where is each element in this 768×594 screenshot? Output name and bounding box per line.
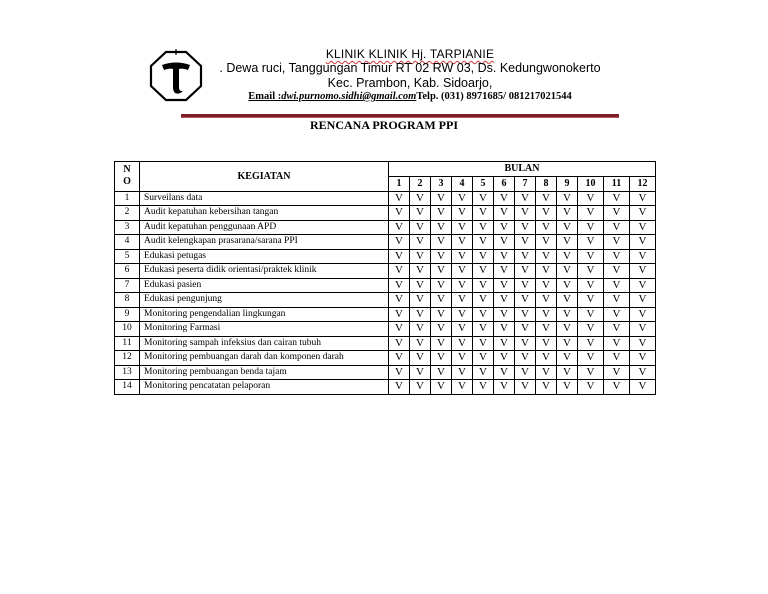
clinic-logo-icon	[148, 49, 204, 103]
month-mark: V	[578, 264, 604, 279]
month-mark: V	[536, 293, 557, 308]
month-mark: V	[452, 191, 473, 206]
month-mark: V	[494, 191, 515, 206]
month-mark: V	[630, 322, 656, 337]
month-header: 11	[604, 176, 630, 191]
month-mark: V	[578, 206, 604, 221]
table-row	[115, 365, 656, 380]
month-mark: V	[494, 380, 515, 395]
activity-name: Edukasi pasien	[140, 278, 389, 293]
row-number: 14	[115, 380, 140, 395]
month-mark: V	[452, 380, 473, 395]
month-mark: V	[452, 351, 473, 366]
month-mark: V	[557, 191, 578, 206]
month-header: 10	[578, 176, 604, 191]
month-mark: V	[557, 365, 578, 380]
table-row	[115, 322, 656, 337]
month-mark: V	[557, 293, 578, 308]
activity-name: Edukasi petugas	[140, 249, 389, 264]
month-mark: V	[515, 307, 536, 322]
row-number: 12	[115, 351, 140, 366]
month-mark: V	[604, 264, 630, 279]
month-mark: V	[630, 264, 656, 279]
month-mark: V	[515, 191, 536, 206]
month-mark: V	[578, 191, 604, 206]
month-mark: V	[536, 380, 557, 395]
month-mark: V	[452, 307, 473, 322]
month-mark: V	[494, 365, 515, 380]
month-header: 8	[536, 176, 557, 191]
month-mark: V	[536, 336, 557, 351]
month-mark: V	[630, 380, 656, 395]
month-mark: V	[630, 235, 656, 250]
email-link[interactable]: dwi.purnomo.sidhi@gmail.com	[281, 91, 417, 102]
month-mark: V	[536, 206, 557, 221]
month-mark: V	[431, 365, 452, 380]
month-mark: V	[515, 264, 536, 279]
month-mark: V	[515, 380, 536, 395]
month-mark: V	[452, 206, 473, 221]
month-mark: V	[630, 220, 656, 235]
month-mark: V	[604, 293, 630, 308]
month-mark: V	[431, 278, 452, 293]
month-mark: V	[578, 220, 604, 235]
month-mark: V	[578, 235, 604, 250]
month-mark: V	[515, 278, 536, 293]
month-mark: V	[431, 380, 452, 395]
clinic-address: . Dewa ruci, Tanggungan Timur RT 02 RW 03, Ds. Kedungwonokerto	[219, 61, 601, 75]
month-mark: V	[452, 249, 473, 264]
row-number: 1	[115, 191, 140, 206]
document-title: RENCANA PROGRAM PPI	[310, 118, 458, 132]
month-mark: V	[630, 249, 656, 264]
row-number: 3	[115, 220, 140, 235]
month-mark: V	[494, 307, 515, 322]
month-mark: V	[578, 322, 604, 337]
month-header: 9	[557, 176, 578, 191]
month-mark: V	[410, 293, 431, 308]
month-mark: V	[431, 220, 452, 235]
month-mark: V	[389, 206, 410, 221]
month-mark: V	[604, 235, 630, 250]
month-mark: V	[604, 322, 630, 337]
month-mark: V	[410, 235, 431, 250]
month-mark: V	[604, 351, 630, 366]
month-mark: V	[536, 351, 557, 366]
month-mark: V	[410, 380, 431, 395]
month-mark: V	[515, 249, 536, 264]
table-row	[115, 307, 656, 322]
activity-name: Audit kelengkapan prasarana/sarana PPI	[140, 235, 389, 250]
month-mark: V	[431, 206, 452, 221]
month-mark: V	[389, 264, 410, 279]
month-mark: V	[473, 380, 494, 395]
month-mark: V	[578, 365, 604, 380]
month-header: 6	[494, 176, 515, 191]
month-mark: V	[389, 220, 410, 235]
month-mark: V	[515, 365, 536, 380]
month-mark: V	[536, 235, 557, 250]
month-header: 7	[515, 176, 536, 191]
month-mark: V	[604, 220, 630, 235]
month-mark: V	[452, 365, 473, 380]
month-mark: V	[389, 351, 410, 366]
month-mark: V	[536, 249, 557, 264]
month-mark: V	[410, 365, 431, 380]
row-number: 2	[115, 206, 140, 221]
month-mark: V	[630, 278, 656, 293]
month-mark: V	[494, 264, 515, 279]
clinic-contact	[210, 91, 610, 102]
activity-name: Surveilans data	[140, 191, 389, 206]
month-mark: V	[557, 380, 578, 395]
month-mark: V	[604, 206, 630, 221]
month-header: 4	[452, 176, 473, 191]
month-mark: V	[410, 264, 431, 279]
month-mark: V	[452, 336, 473, 351]
month-header: 12	[630, 176, 656, 191]
month-mark: V	[578, 249, 604, 264]
month-mark: V	[473, 249, 494, 264]
email-label: Email :	[248, 91, 282, 102]
month-mark: V	[410, 206, 431, 221]
table-row	[115, 380, 656, 395]
month-mark: V	[452, 278, 473, 293]
month-mark: V	[515, 322, 536, 337]
row-number: 7	[115, 278, 140, 293]
month-mark: V	[389, 191, 410, 206]
month-mark: V	[536, 365, 557, 380]
month-mark: V	[431, 336, 452, 351]
month-mark: V	[578, 351, 604, 366]
month-mark: V	[389, 278, 410, 293]
month-mark: V	[515, 206, 536, 221]
month-mark: V	[389, 365, 410, 380]
month-mark: V	[557, 307, 578, 322]
month-mark: V	[494, 278, 515, 293]
month-mark: V	[473, 322, 494, 337]
month-mark: V	[473, 206, 494, 221]
month-mark: V	[578, 293, 604, 308]
month-mark: V	[410, 278, 431, 293]
month-mark: V	[536, 307, 557, 322]
month-mark: V	[494, 293, 515, 308]
month-mark: V	[389, 380, 410, 395]
month-mark: V	[604, 249, 630, 264]
activity-name: Edukasi peserta didik orientasi/praktek klinik	[140, 264, 389, 279]
row-number: 8	[115, 293, 140, 308]
activity-name: Monitoring Farmasi	[140, 322, 389, 337]
month-mark: V	[410, 220, 431, 235]
month-mark: V	[630, 206, 656, 221]
month-mark: V	[536, 191, 557, 206]
clinic-city: Kec. Prambon, Kab. Sidoarjo,	[327, 76, 493, 90]
month-mark: V	[473, 336, 494, 351]
table-row	[115, 249, 656, 264]
month-mark: V	[515, 235, 536, 250]
program-table	[114, 161, 656, 395]
month-mark: V	[557, 336, 578, 351]
month-mark: V	[452, 322, 473, 337]
activity-name: Monitoring pembuangan darah dan komponen darah	[140, 351, 389, 366]
table-row	[115, 351, 656, 366]
month-mark: V	[494, 351, 515, 366]
month-mark: V	[389, 322, 410, 337]
month-mark: V	[557, 220, 578, 235]
activity-name: Edukasi pengunjung	[140, 293, 389, 308]
month-mark: V	[431, 293, 452, 308]
month-header: 2	[410, 176, 431, 191]
month-mark: V	[536, 220, 557, 235]
month-mark: V	[630, 307, 656, 322]
month-mark: V	[410, 249, 431, 264]
month-mark: V	[515, 220, 536, 235]
month-mark: V	[431, 351, 452, 366]
row-number: 5	[115, 249, 140, 264]
month-mark: V	[557, 351, 578, 366]
activity-name: Monitoring pembuangan benda tajam	[140, 365, 389, 380]
month-header: 1	[389, 176, 410, 191]
month-mark: V	[630, 351, 656, 366]
month-mark: V	[557, 249, 578, 264]
month-mark: V	[389, 293, 410, 308]
clinic-name-text: KLINIK KLINIK Hj. TARPIANIE	[325, 47, 495, 61]
month-mark: V	[630, 336, 656, 351]
month-mark: V	[557, 278, 578, 293]
month-mark: V	[536, 264, 557, 279]
row-number: 9	[115, 307, 140, 322]
month-mark: V	[494, 220, 515, 235]
month-mark: V	[431, 307, 452, 322]
month-mark: V	[515, 293, 536, 308]
month-mark: V	[494, 322, 515, 337]
month-mark: V	[604, 307, 630, 322]
month-mark: V	[473, 293, 494, 308]
month-mark: V	[473, 351, 494, 366]
month-mark: V	[431, 322, 452, 337]
activity-name: Monitoring pengendalian lingkungan	[140, 307, 389, 322]
month-mark: V	[431, 264, 452, 279]
month-mark: V	[452, 220, 473, 235]
row-number: 13	[115, 365, 140, 380]
row-number: 10	[115, 322, 140, 337]
table-row	[115, 293, 656, 308]
month-mark: V	[410, 322, 431, 337]
month-mark: V	[473, 307, 494, 322]
month-mark: V	[536, 278, 557, 293]
column-header-no: N O	[115, 162, 140, 192]
month-mark: V	[410, 307, 431, 322]
month-mark: V	[604, 278, 630, 293]
month-mark: V	[389, 235, 410, 250]
row-number: 4	[115, 235, 140, 250]
table-row	[115, 336, 656, 351]
month-mark: V	[473, 278, 494, 293]
month-mark: V	[630, 191, 656, 206]
activity-name: Monitoring sampah infeksius dan cairan tubuh	[140, 336, 389, 351]
table-row	[115, 264, 656, 279]
month-mark: V	[410, 336, 431, 351]
month-mark: V	[578, 307, 604, 322]
month-mark: V	[578, 380, 604, 395]
month-mark: V	[630, 365, 656, 380]
month-mark: V	[604, 380, 630, 395]
month-mark: V	[431, 249, 452, 264]
month-mark: V	[389, 336, 410, 351]
table-row	[115, 206, 656, 221]
phone-number: Telp. (031) 8971685/ 081217021544	[416, 91, 572, 102]
month-mark: V	[473, 220, 494, 235]
month-mark: V	[515, 351, 536, 366]
row-number: 11	[115, 336, 140, 351]
table-row	[115, 191, 656, 206]
month-mark: V	[494, 206, 515, 221]
table-row	[115, 220, 656, 235]
month-mark: V	[494, 235, 515, 250]
column-header-bulan: BULAN	[389, 162, 656, 177]
month-mark: V	[557, 206, 578, 221]
month-mark: V	[473, 365, 494, 380]
month-mark: V	[557, 235, 578, 250]
month-mark: V	[515, 336, 536, 351]
month-mark: V	[431, 235, 452, 250]
activity-name: Monitoring pencatatan pelaporan	[140, 380, 389, 395]
month-mark: V	[473, 235, 494, 250]
clinic-name	[210, 47, 610, 61]
month-mark: V	[494, 249, 515, 264]
month-header: 3	[431, 176, 452, 191]
month-mark: V	[604, 191, 630, 206]
month-mark: V	[389, 249, 410, 264]
month-mark: V	[578, 336, 604, 351]
month-mark: V	[473, 264, 494, 279]
table-row	[115, 235, 656, 250]
month-mark: V	[473, 191, 494, 206]
month-mark: V	[630, 293, 656, 308]
column-header-kegiatan: KEGIATAN	[140, 162, 389, 192]
month-mark: V	[452, 293, 473, 308]
table-row	[115, 278, 656, 293]
month-mark: V	[410, 351, 431, 366]
month-mark: V	[452, 235, 473, 250]
row-number: 6	[115, 264, 140, 279]
month-mark: V	[494, 336, 515, 351]
month-mark: V	[431, 191, 452, 206]
month-mark: V	[536, 322, 557, 337]
program-table-body	[115, 191, 656, 394]
month-mark: V	[557, 264, 578, 279]
activity-name: Audit kepatuhan penggunaan APD	[140, 220, 389, 235]
month-mark: V	[604, 336, 630, 351]
month-mark: V	[578, 278, 604, 293]
month-header: 5	[473, 176, 494, 191]
month-mark: V	[604, 365, 630, 380]
month-mark: V	[557, 322, 578, 337]
activity-name: Audit kepatuhan kebersihan tangan	[140, 206, 389, 221]
month-mark: V	[410, 191, 431, 206]
month-mark: V	[389, 307, 410, 322]
month-mark: V	[452, 264, 473, 279]
